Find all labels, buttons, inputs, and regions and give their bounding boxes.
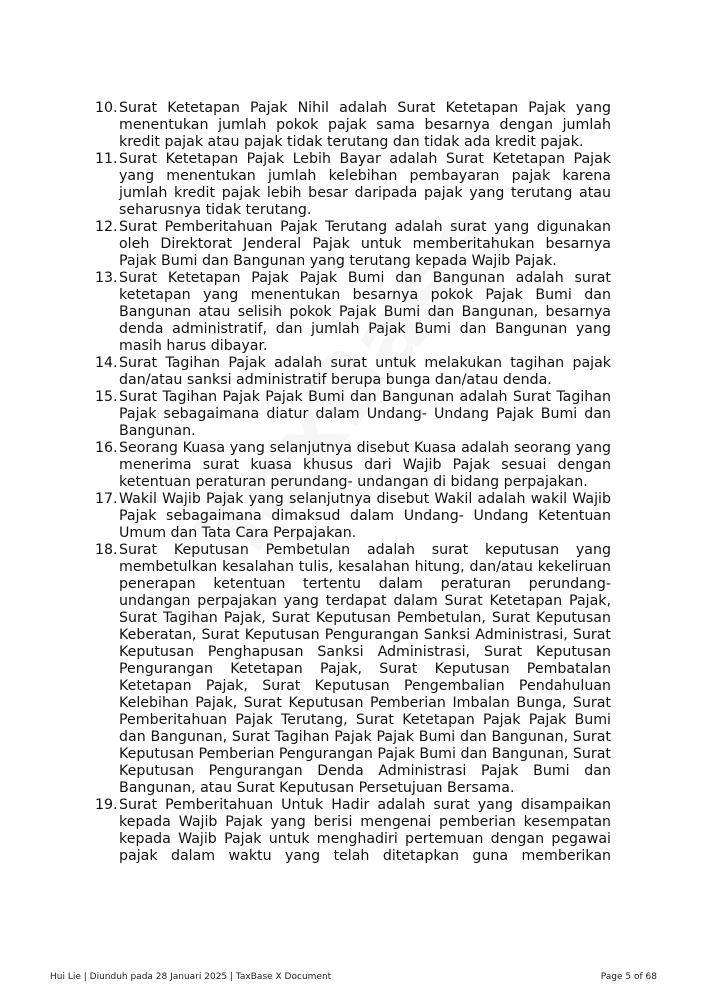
item-number: 11. — [95, 151, 118, 167]
item-number: 14. — [95, 355, 118, 371]
item-number: 16. — [95, 440, 118, 456]
item-text: Surat Ketetapan Pajak Pajak Bumi dan Bangunan adalah surat ketetapan yang menentukan besarnya pokok Pajak Bumi dan Bangunan atau selisih pokok Pajak Bumi dan Bangunan, besarnya denda administratif, dan jumlah Pajak Bumi dan Bangunan yang masih harus dibayar. — [119, 270, 611, 354]
item-text: Surat Tagihan Pajak adalah surat untuk melakukan tagihan pajak dan/atau sanksi administratif berupa bunga dan/atau denda. — [119, 355, 611, 388]
item-text: Surat Pemberitahuan Pajak Terutang adalah surat yang digunakan oleh Direktorat Jenderal Pajak untuk memberitahukan besarnya Pajak Bumi dan Bangunan yang terutang kepada Wajib Pajak. — [119, 219, 611, 269]
item-text: Surat Tagihan Pajak Pajak Bumi dan Bangunan adalah Surat Tagihan Pajak sebagaimana diatur dalam Undang- Undang Pajak Bumi dan Bangunan. — [119, 389, 611, 439]
list-item — [95, 151, 611, 219]
list-item — [95, 270, 611, 355]
item-number: 15. — [95, 389, 118, 405]
item-text: Surat Keputusan Pembetulan adalah surat keputusan yang membetulkan kesalahan tulis, kesalahan hitung, dan/atau kekeliruan penerapan ketentuan tertentu dalam peraturan perundang-undangan perpajakan yang terdapat dalam Surat Ketetapan Pajak, Surat Tagihan Pajak, Surat Keputusan Pembetulan, Surat Keputusan Keberatan, Surat Keputusan Pengurangan Sanksi Administrasi, Surat Keputusan Penghapusan Sanksi Administrasi, Surat Keputusan Pengurangan Ketetapan Pajak, Surat Keputusan Pembatalan Ketetapan Pajak, Surat Keputusan Pengembalian Pendahuluan Kelebihan Pajak, Surat Keputusan Pemberian Imbalan Bunga, Surat Pemberitahuan Pajak Terutang, Surat Ketetapan Pajak Pajak Bumi dan Bangunan, Surat Tagihan Pajak Pajak Bumi dan Bangunan, Surat Keputusan Pemberian Pengurangan Pajak Bumi dan Bangunan, Surat Keputusan Pengurangan Denda Administrasi Pajak Bumi dan Bangunan, atau Surat Keputusan Persetujuan Bersama. — [119, 542, 611, 796]
definition-list — [95, 100, 611, 865]
item-number: 13. — [95, 270, 118, 286]
item-number: 19. — [95, 797, 118, 813]
list-item — [95, 355, 611, 389]
list-item — [95, 542, 611, 797]
page-number: Page 5 of 68 — [600, 972, 657, 982]
item-text: Surat Ketetapan Pajak Lebih Bayar adalah Surat Ketetapan Pajak yang menentukan jumlah kelebihan pembayaran pajak karena jumlah kredit pajak lebih besar daripada pajak yang terutang atau seharusnya tidak terutang. — [119, 151, 611, 218]
list-item — [95, 219, 611, 270]
item-number: 10. — [95, 100, 118, 116]
item-number: 17. — [95, 491, 118, 507]
item-text: Wakil Wajib Pajak yang selanjutnya disebut Wakil adalah wakil Wajib Pajak sebagaimana dimaksud dalam Undang- Undang Ketentuan Umum dan Tata Cara Perpajakan. — [119, 491, 611, 541]
list-item — [95, 797, 611, 865]
list-item — [95, 491, 611, 542]
item-number: 12. — [95, 219, 118, 235]
list-item — [95, 389, 611, 440]
item-text: Seorang Kuasa yang selanjutnya disebut Kuasa adalah seorang yang menerima surat kuasa khusus dari Wajib Pajak sesuai dengan ketentuan peraturan perundang- undangan di bidang perpajakan. — [119, 440, 611, 490]
item-text: Surat Ketetapan Pajak Nihil adalah Surat Ketetapan Pajak yang menentukan jumlah pokok pajak sama besarnya dengan jumlah kredit pajak atau pajak tidak terutang dan tidak ada kredit pajak. — [119, 100, 611, 150]
item-text: Surat Pemberitahuan Untuk Hadir adalah surat yang disampaikan kepada Wajib Pajak yang berisi mengenai pemberian kesempatan kepada Wajib Pajak untuk menghadiri pertemuan dengan pegawai pajak dalam waktu yang telah ditetapkan guna memberikan — [119, 797, 611, 864]
list-item — [95, 100, 611, 151]
item-number: 18. — [95, 542, 118, 558]
list-item — [95, 440, 611, 491]
footer-download-info: Hui Lie | Diunduh pada 28 Januari 2025 | TaxBase X Document — [50, 972, 332, 982]
